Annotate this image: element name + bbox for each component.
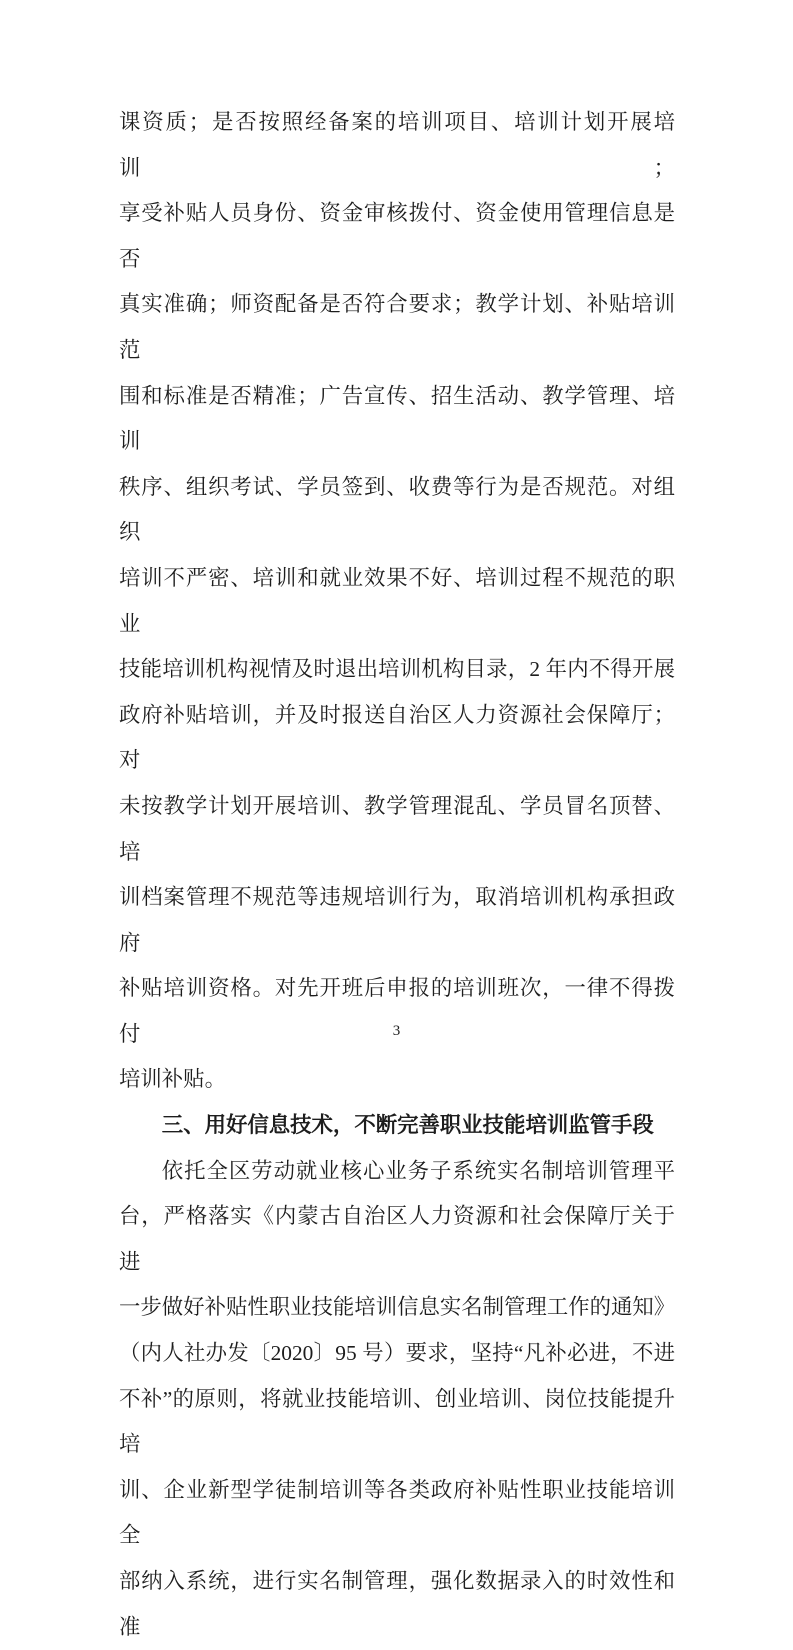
- text-line: 技能培训机构视情及时退出培训机构目录，2 年内不得开展: [119, 657, 675, 682]
- text-line: 秩序、组织考试、学员签到、收费等行为是否规范。对组织: [119, 474, 675, 545]
- text-line: 训、企业新型学徒制培训等各类政府补贴性职业技能培训全: [119, 1477, 675, 1548]
- text-line: 补贴培训资格。对先开班后申报的培训班次，一律不得拨付: [119, 976, 675, 1046]
- text-line: 未按教学计划开展培训、教学管理混乱、学员冒名顶替、培: [119, 793, 675, 864]
- text-line: 政府补贴培训，并及时报送自治区人力资源社会保障厅；对: [119, 702, 675, 773]
- text-line: 训档案管理不规范等违规培训行为，取消培训机构承担政府: [119, 885, 675, 955]
- text-line: 部纳入系统，进行实名制管理，强化数据录入的时效性和准: [119, 1569, 675, 1639]
- text-line: 一步做好补贴性职业技能培训信息实名制管理工作的通知》: [119, 1295, 676, 1320]
- section-heading: [119, 1103, 675, 1149]
- text-line: 台，严格落实《内蒙古自治区人力资源和社会保障厅关于进: [119, 1204, 675, 1274]
- paragraph-continuation: [119, 100, 675, 1103]
- heading-line: 三、用好信息技术，不断完善职业技能培训监管手段: [161, 1113, 654, 1138]
- document-body: [119, 100, 675, 1650]
- page-number: 3: [392, 1023, 401, 1039]
- text-line: 享受补贴人员身份、资金审核拨付、资金使用管理信息是否: [119, 201, 675, 271]
- text-line: 依托全区劳动就业核心业务子系统实名制培训管理平: [161, 1158, 675, 1183]
- text-line: 课资质；是否按照经备案的培训项目、培训计划开展培训；: [119, 110, 675, 180]
- paragraph-body: [119, 1149, 675, 1650]
- text-line: 围和标准是否精准；广告宣传、招生活动、教学管理、培训: [119, 383, 675, 454]
- text-line: 培训补贴。: [119, 1067, 226, 1092]
- text-line: 真实准确；师资配备是否符合要求；教学计划、补贴培训范: [119, 292, 675, 362]
- text-line: （内人社办发〔2020〕95 号）要求，坚持“凡补必进，不进: [119, 1341, 675, 1366]
- text-line: 培训不严密、培训和就业效果不好、培训过程不规范的职业: [119, 565, 675, 636]
- text-line: 不补”的原则，将就业技能培训、创业培训、岗位技能提升培: [119, 1386, 675, 1457]
